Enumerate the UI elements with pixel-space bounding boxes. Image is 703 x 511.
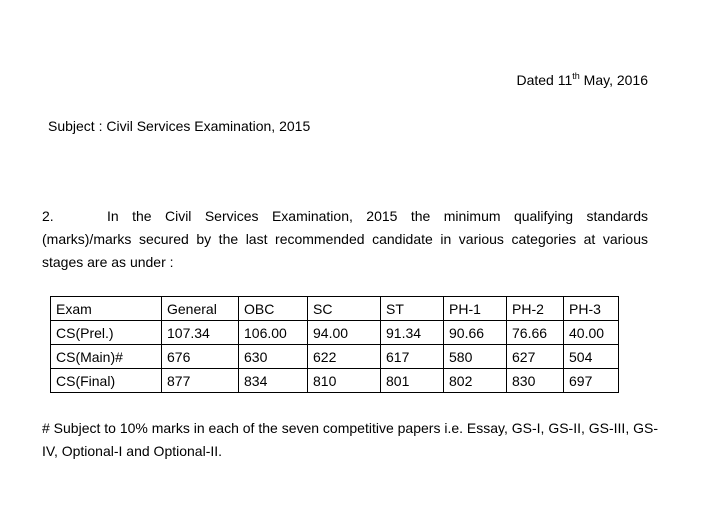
dated-line [516,72,648,88]
table-cell: 630 [239,345,308,369]
header-cell: PH-3 [564,297,619,321]
intro-paragraph [42,205,648,274]
table-cell: 106.00 [239,321,308,345]
header-cell: SC [308,297,381,321]
dated-prefix: Dated 11 [516,72,573,88]
qualifying-standards-table [50,296,619,393]
table-cell: 810 [308,369,381,393]
table-cell: 622 [308,345,381,369]
table-cell: 76.66 [507,321,564,345]
table-cell: 94.00 [308,321,381,345]
table-cell: 90.66 [444,321,507,345]
footnote: # Subject to 10% marks in each of the seven competitive papers i.e. Essay, GS-I, GS-II, GS-III, GS-IV, Optional-I and Optional-II. [42,420,658,459]
table-cell: 834 [239,369,308,393]
table-cell: CS(Final) [51,369,162,393]
header-cell: OBC [239,297,308,321]
table-cell: 802 [444,369,507,393]
table-cell: 40.00 [564,321,619,345]
header-cell: ST [381,297,444,321]
table-cell: CS(Main)# [51,345,162,369]
table-row [51,321,619,345]
table-row [51,345,619,369]
header-cell: PH-1 [444,297,507,321]
table-cell: 91.34 [381,321,444,345]
table-cell: 676 [162,345,239,369]
table-cell: 617 [381,345,444,369]
table-cell: CS(Prel.) [51,321,162,345]
paragraph-number: 2. [42,208,54,224]
table-cell: 107.34 [162,321,239,345]
header-cell: General [162,297,239,321]
header-cell: Exam [51,297,162,321]
subject-line: Subject : Civil Services Examination, 2015 [48,118,311,134]
table-row [51,369,619,393]
table-cell: 580 [444,345,507,369]
dated-superscript: th [572,71,580,81]
dated-suffix: May, 2016 [579,72,648,88]
paragraph-text: In the Civil Services Examination, 2015 the minimum qualifying standards (marks)/marks secured by the last recommended candidate in various categories at various stages are as under : [42,208,648,270]
table-cell: 697 [564,369,619,393]
table-cell: 504 [564,345,619,369]
table-cell: 830 [507,369,564,393]
table-cell: 801 [381,369,444,393]
table-header-row [51,297,619,321]
table-cell: 627 [507,345,564,369]
header-cell: PH-2 [507,297,564,321]
table-cell: 877 [162,369,239,393]
